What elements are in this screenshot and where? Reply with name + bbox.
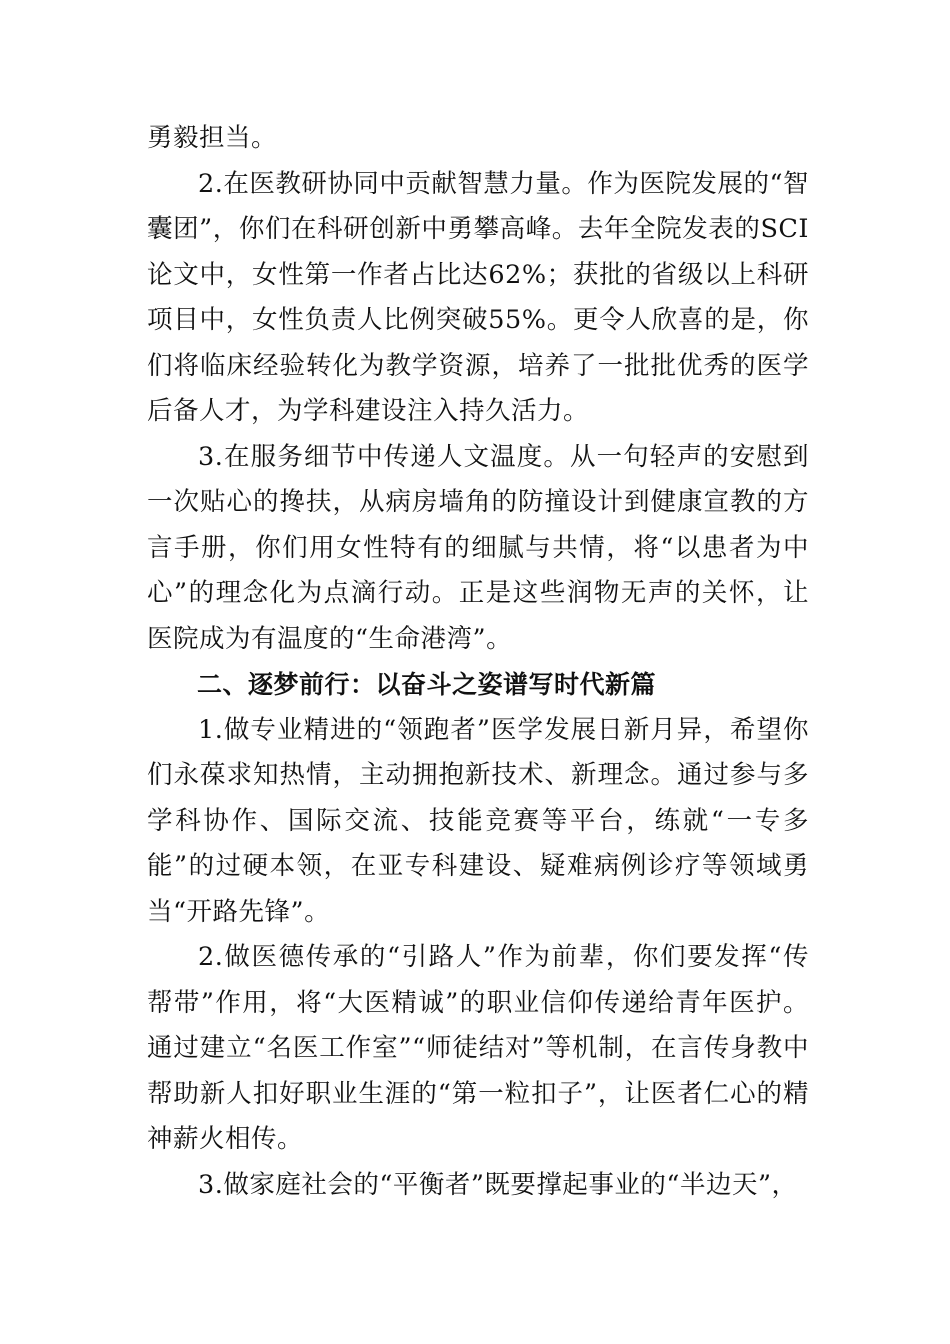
paragraph-research-contribution: 2.在医教研协同中贡献智慧力量。作为医院发展的“智囊团”，你们在科研创新中勇攀高峰。去年全院发表的SCI论文中，女性第一作者占比达62%；获批的省级以上科研项目中，女性负责人比例突破55%。更令人欣喜的是，你们将临床经验转化为教学资源，培养了一批批优秀的医学后备人才，为学科建设注入持久活力。 [147,168,809,426]
paragraph-humanistic-service: 3.在服务细节中传递人文温度。从一句轻声的安慰到一次贴心的搀扶，从病房墙角的防撞设计到健康宣教的方言手册，你们用女性特有的细腻与共情，将“以患者为中心”的理念化为点滴行动。正是这些润物无声的关怀，让医院成为有温度的“生命港湾”。 [147,441,809,654]
paragraph-family-balance: 3.做家庭社会的“平衡者”既要撑起事业的“半边天”， [198,1169,798,1200]
document-page [147,116,809,1208]
section-heading: 二、逐梦前行：以奋斗之姿谱写时代新篇 [197,670,657,699]
paragraph-ethics-mentor: 2.做医德传承的“引路人”作为前辈，你们要发挥“传帮带”作用，将“大医精诚”的职业信仰传递给青年医护。通过建立“名医工作室”“师徒结对”等机制，在言传身教中帮助新人扣好职业生涯的“第一粒扣子”，让医者仁心的精神薪火相传。 [147,942,809,1154]
paragraph-continuation: 勇毅担当。 [147,123,278,153]
paragraph-professional-leader: 1.做专业精进的“领跑者”医学发展日新月异，希望你们永葆求知热情，主动拥抱新技术、新理念。通过参与多学科协作、国际交流、技能竞赛等平台，练就“一专多能”的过硬本领，在亚专科建设、疑难病例诊疗等领域勇当“开路先锋”。 [147,714,809,927]
